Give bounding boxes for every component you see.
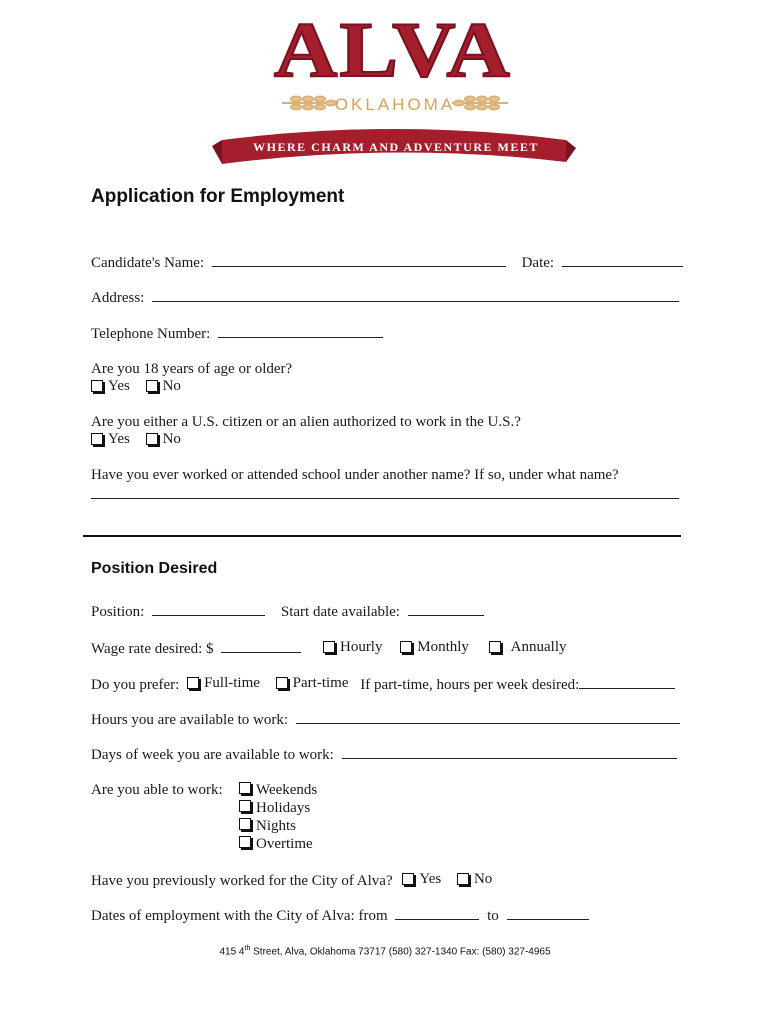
part-time-hours-field[interactable] — [579, 675, 675, 689]
citizen-options — [91, 430, 181, 450]
part-time-hours-label: If part-time, hours per week desired: — [360, 677, 580, 693]
no-label: No — [162, 431, 181, 447]
monthly-label: Monthly — [417, 639, 469, 655]
annually-option[interactable] — [489, 638, 567, 656]
checkbox-icon[interactable] — [91, 380, 103, 392]
section-title-position: Position Desired — [91, 560, 218, 577]
part-time-option[interactable] — [276, 674, 349, 692]
days-available-label: Days of week you are available to work: — [91, 747, 334, 763]
dates-employment-label: Dates of employment with the City of Alva: from — [91, 908, 388, 924]
checkbox-icon[interactable] — [146, 433, 158, 445]
checkbox-icon[interactable] — [402, 873, 414, 885]
other-name-field[interactable] — [91, 498, 679, 499]
svg-text:ALVA: ALVA — [274, 6, 512, 93]
telephone-field[interactable] — [218, 324, 383, 338]
checkbox-icon[interactable] — [91, 433, 103, 445]
footer-address-suffix: th — [244, 945, 251, 952]
yes-label: Yes — [108, 378, 130, 394]
full-time-option[interactable] — [187, 674, 260, 692]
weekends-label: Weekends — [256, 782, 318, 798]
footer-address — [0, 945, 770, 957]
checkbox-icon[interactable] — [276, 677, 288, 689]
no-label: No — [162, 378, 181, 394]
position-label: Position: — [91, 604, 145, 620]
position-field[interactable] — [152, 602, 265, 616]
section-divider — [83, 535, 681, 537]
citizen-no-option[interactable] — [146, 430, 181, 448]
nights-option[interactable] — [239, 817, 296, 835]
weekends-option[interactable] — [239, 781, 317, 799]
dates-employment-row — [91, 906, 589, 925]
prefer-row — [91, 674, 675, 694]
checkbox-icon[interactable] — [146, 380, 158, 392]
form-title: Application for Employment — [91, 186, 345, 207]
start-date-label: Start date available: — [280, 604, 400, 620]
overtime-option[interactable] — [239, 835, 313, 853]
telephone-row — [91, 324, 383, 343]
citizen-yes-option[interactable] — [91, 430, 130, 448]
position-row — [91, 602, 484, 621]
footer-address-rest: Street, Alva, Oklahoma 73717 (580) 327-1340 Fax: (580) 327-4965 — [250, 946, 551, 958]
holidays-option[interactable] — [239, 799, 310, 817]
footer-address-number: 415 4 — [219, 946, 245, 958]
candidate-row — [91, 253, 683, 272]
hours-available-label: Hours you are available to work: — [91, 712, 289, 728]
part-time-label: Part-time — [292, 675, 349, 691]
checkbox-icon[interactable] — [239, 818, 251, 830]
hourly-option[interactable] — [323, 638, 383, 656]
overtime-label: Overtime — [256, 836, 313, 852]
svg-text:OKLAHOMA: OKLAHOMA — [334, 95, 456, 114]
candidate-name-field[interactable] — [212, 253, 506, 267]
date-label: Date: — [521, 255, 555, 271]
telephone-label: Telephone Number: — [91, 326, 211, 342]
holidays-label: Holidays — [256, 800, 311, 816]
checkbox-icon[interactable] — [187, 677, 199, 689]
able-to-work-label: Are you able to work: — [91, 782, 223, 798]
checkbox-icon[interactable] — [239, 782, 251, 794]
wage-label: Wage rate desired: $ — [91, 641, 214, 657]
checkbox-icon[interactable] — [323, 641, 335, 653]
checkbox-icon[interactable] — [400, 641, 412, 653]
alva-logo — [0, 0, 770, 175]
days-available-field[interactable] — [342, 745, 677, 759]
checkbox-icon[interactable] — [239, 800, 251, 812]
to-label: to — [487, 908, 499, 924]
previously-worked-yes-option[interactable] — [402, 870, 441, 888]
previously-worked-no-option[interactable] — [457, 870, 492, 888]
wage-field[interactable] — [221, 639, 301, 653]
full-time-label: Full-time — [204, 675, 260, 691]
citizen-question: Are you either a U.S. citizen or an alien authorized to work in the U.S.? — [91, 414, 521, 430]
hours-available-row — [91, 710, 680, 729]
start-date-field[interactable] — [408, 602, 484, 616]
checkbox-icon[interactable] — [239, 836, 251, 848]
annually-label: Annually — [510, 639, 567, 655]
address-field[interactable] — [152, 288, 679, 302]
age-question: Are you 18 years of age or older? — [91, 361, 293, 377]
svg-text:WHERE CHARM AND ADVENTURE MEET: WHERE CHARM AND ADVENTURE MEET — [253, 140, 539, 154]
hourly-label: Hourly — [339, 639, 383, 655]
yes-label: Yes — [419, 871, 442, 887]
to-date-field[interactable] — [507, 906, 589, 920]
checkbox-icon[interactable] — [489, 641, 501, 653]
no-label: No — [473, 871, 493, 887]
checkbox-icon[interactable] — [457, 873, 469, 885]
address-row — [91, 288, 679, 307]
hours-available-field[interactable] — [296, 710, 680, 724]
candidate-name-label: Candidate's Name: — [91, 255, 205, 271]
date-field[interactable] — [562, 253, 683, 267]
age-yes-option[interactable] — [91, 377, 130, 395]
yes-label: Yes — [108, 431, 130, 447]
wage-row — [91, 638, 567, 658]
previously-worked-row — [91, 870, 492, 890]
monthly-option[interactable] — [400, 638, 469, 656]
other-name-question: Have you ever worked or attended school under another name? If so, under what name? — [91, 467, 619, 483]
nights-label: Nights — [256, 818, 297, 834]
prefer-label: Do you prefer: — [91, 677, 180, 693]
previously-worked-label: Have you previously worked for the City of Alva? — [91, 873, 393, 889]
address-label: Address: — [91, 290, 145, 306]
days-available-row — [91, 745, 677, 764]
from-date-field[interactable] — [395, 906, 479, 920]
age-no-option[interactable] — [146, 377, 181, 395]
age-options — [91, 377, 181, 397]
